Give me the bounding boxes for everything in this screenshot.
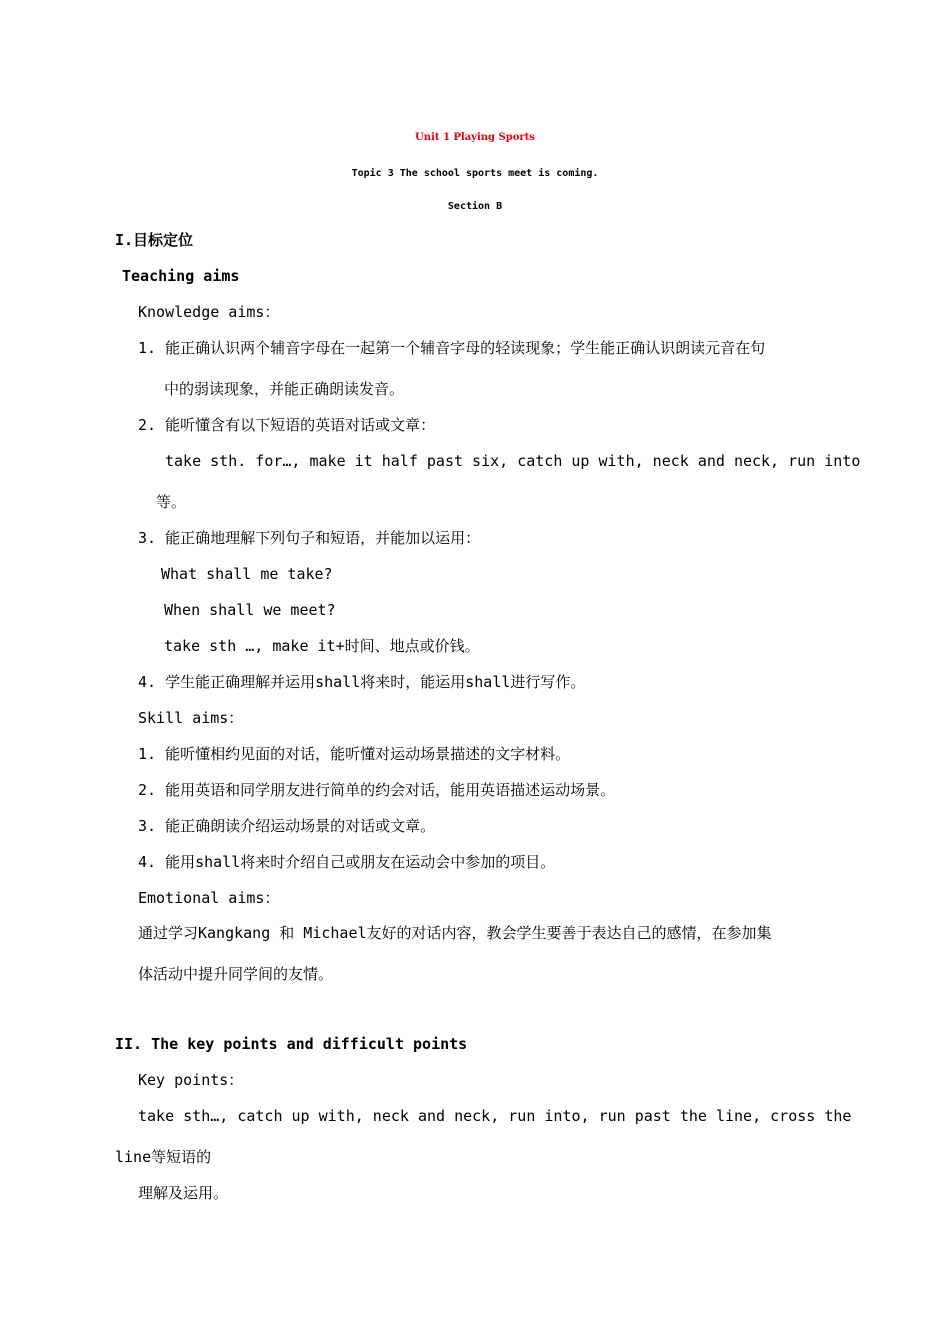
knowledge-item-3: 3. 能正确地理解下列句子和短语，并能加以运用：	[138, 529, 481, 547]
document-title: Unit 1 Playing Sports	[415, 132, 535, 143]
key-points-text-end: 理解及运用。	[138, 1184, 229, 1202]
example-phrase: take sth …, make it+时间、地点或价钱。	[164, 637, 480, 655]
skill-item-4: 4. 能用shall将来时介绍自己或朋友在运动会中参加的项目。	[138, 853, 556, 871]
section-heading-key-points: II. The key points and difficult points	[115, 1035, 468, 1053]
key-points-label: Key points：	[138, 1071, 244, 1089]
example-sentence-1: What shall me take?	[161, 565, 333, 583]
teaching-aims-heading: Teaching aims	[122, 267, 240, 285]
emotional-aims-text-cont: 体活动中提升同学间的友情。	[138, 965, 334, 983]
skill-item-3: 3. 能正确朗读介绍运动场景的对话或文章。	[138, 817, 436, 835]
knowledge-item-4: 4. 学生能正确理解并运用shall将来时，能运用shall进行写作。	[138, 673, 586, 691]
knowledge-item-2: 2. 能听懂含有以下短语的英语对话或文章：	[138, 416, 436, 434]
knowledge-item-1: 1. 能正确认识两个辅音字母在一起第一个辅音字母的轻读现象；学生能正确认识朗读元音在句	[138, 339, 766, 357]
skill-item-2: 2. 能用英语和同学朋友进行简单的约会对话，能用英语描述运动场景。	[138, 781, 616, 799]
knowledge-aims-label: Knowledge aims：	[138, 303, 280, 321]
section-heading-aims: I.目标定位	[115, 231, 194, 249]
topic-subtitle: Topic 3 The school sports meet is coming.	[351, 168, 599, 179]
phrase-list-end: 等。	[156, 493, 187, 511]
phrase-list: take sth. for…, make it half past six, catch up with, neck and neck, run into	[165, 452, 861, 470]
key-points-text: take sth…, catch up with, neck and neck, run into, run past the line, cross the	[138, 1107, 852, 1125]
key-points-text-cont: line等短语的	[115, 1148, 212, 1166]
example-sentence-2: When shall we meet?	[164, 601, 336, 619]
section-subtitle: Section B	[447, 201, 503, 212]
skill-item-1: 1. 能听懂相约见面的对话，能听懂对运动场景描述的文字材料。	[138, 745, 571, 763]
emotional-aims-label: Emotional aims：	[138, 889, 280, 907]
emotional-aims-text: 通过学习Kangkang 和 Michael友好的对话内容，教会学生要善于表达自己的感情，在参加集	[138, 924, 772, 942]
knowledge-item-1-cont: 中的弱读现象，并能正确朗读发音。	[164, 380, 405, 398]
skill-aims-label: Skill aims：	[138, 709, 244, 727]
